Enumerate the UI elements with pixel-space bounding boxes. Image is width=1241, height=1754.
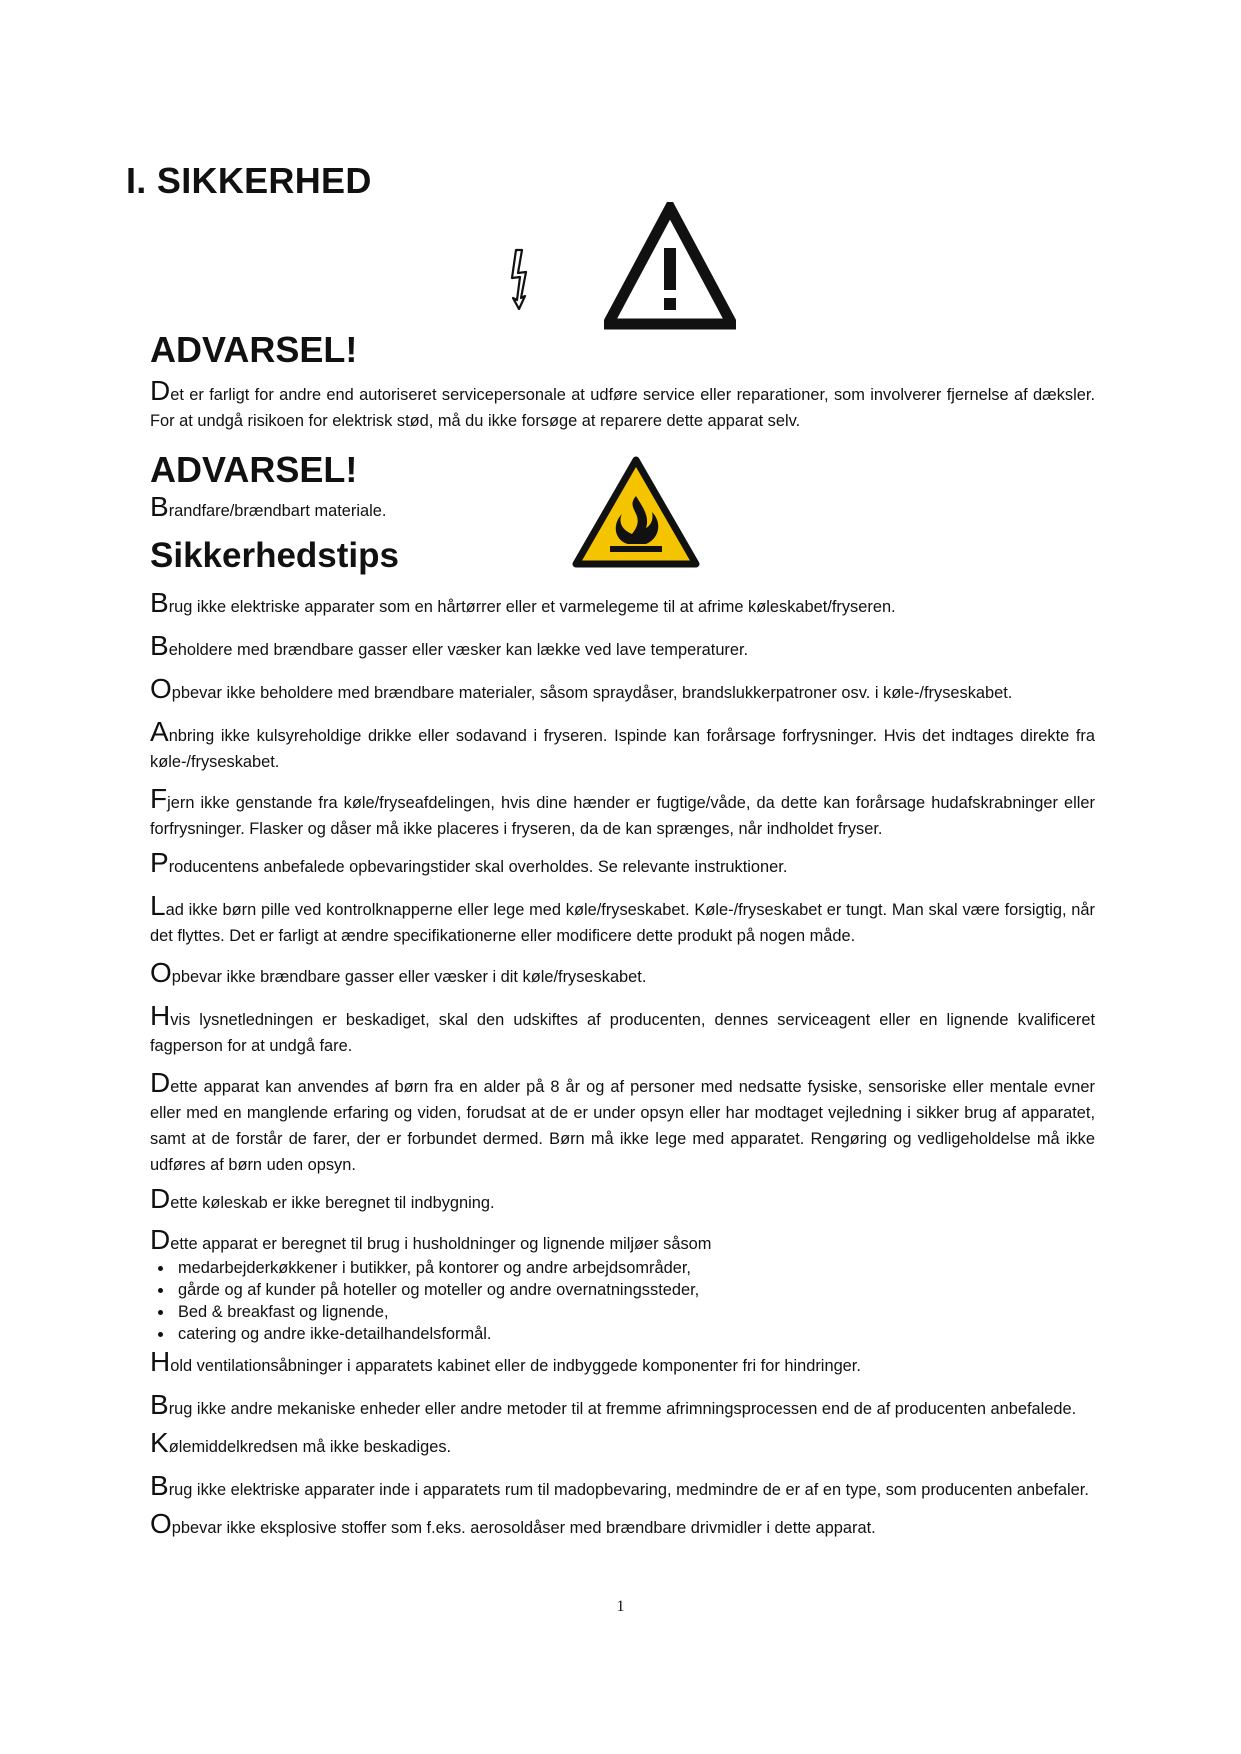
tip-text: eholdere med brændbare gasser eller væsker kan lække ved lave temperaturer. <box>168 641 749 659</box>
drop-cap: A <box>150 716 169 747</box>
tip-paragraph <box>150 1427 1095 1460</box>
drop-cap: B <box>150 1470 169 1501</box>
list-item: • gårde og af kunder på hoteller og moteller og andre overnatningssteder, <box>174 1279 1095 1301</box>
drop-cap: P <box>150 847 169 878</box>
warning-section-1 <box>150 330 1095 434</box>
drop-cap: D <box>150 1183 171 1214</box>
list-item: • medarbejderkøkkener i butikker, på kontorer og andre arbejdsområder, <box>174 1257 1095 1279</box>
warning-heading: ADVARSEL! <box>150 449 358 490</box>
drop-cap: O <box>150 673 172 704</box>
drop-cap: O <box>150 1508 172 1539</box>
tip-text: ette køleskab er ikke beregnet til indbygning. <box>170 1194 495 1212</box>
section-heading: Sikkerhedstips <box>150 536 399 575</box>
hazard-icons <box>500 198 750 338</box>
tip-paragraph <box>150 1470 1095 1503</box>
drop-cap: D <box>150 1224 171 1255</box>
tip-paragraph <box>150 1224 1095 1257</box>
tip-text: nbring ikke kulsyreholdige drikke eller sodavand i fryseren. Ispinde kan forårsage forfrysninger. Hvis det indtages direkte fra køle-/fryseskabet. <box>150 727 1095 771</box>
list-item: • catering og andre ikke-detailhandelsformål. <box>174 1323 1095 1345</box>
tip-text: pbevar ikke beholdere med brændbare materialer, såsom spraydåser, brandslukkerpatroner osv. i køle-/fryseskabet. <box>171 684 1013 702</box>
tip-paragraph <box>150 630 1095 663</box>
tip-text: rug ikke elektriske apparater som en hårtørrer eller et varmelegeme til at afrime køleskabet/fryseren. <box>168 598 896 616</box>
drop-cap: O <box>150 957 172 988</box>
tip-paragraph <box>150 890 1095 949</box>
tip-paragraph <box>150 1346 1095 1379</box>
bullet-list <box>150 1257 1095 1345</box>
tip-text: jern ikke genstande fra køle/fryseafdelingen, hvis dine hænder er fugtige/våde, da dette kan forårsage hudafskrabninger eller forfrysninger. Flasker og dåser må ikke placeres i fryseren, da de kan sprænges, når indholdet fryser. <box>150 794 1095 838</box>
tip-paragraph <box>150 1000 1095 1059</box>
lightning-bolt-icon <box>508 248 534 310</box>
warning-triangle-icon <box>604 202 736 330</box>
tip-paragraph <box>150 957 1095 990</box>
tip-text: roducentens anbefalede opbevaringstider skal overholdes. Se relevante instruktioner. <box>168 858 788 876</box>
warning-heading: ADVARSEL! <box>150 329 358 370</box>
tip-paragraph <box>150 587 1095 620</box>
tip-paragraph <box>150 1508 1095 1541</box>
page-title: I. SIKKERHED <box>126 160 372 201</box>
warning-text-body: et er farligt for andre end autoriseret servicepersonale at udføre service eller reparationer, som involverer fjernelse af dæksler. For at undgå risikoen for elektrisk stød, må du ikke forsøge at reparere dette apparat selv. <box>150 386 1095 430</box>
drop-cap: B <box>150 491 169 522</box>
tip-text: pbevar ikke eksplosive stoffer som f.eks. aerosoldåser med brændbare drivmidler i dette apparat. <box>171 1519 876 1537</box>
drop-cap: H <box>150 1000 171 1031</box>
drop-cap: B <box>150 630 169 661</box>
warning-text <box>150 375 1095 434</box>
tip-text: ette apparat er beregnet til brug i husholdninger og lignende miljøer såsom <box>170 1235 712 1253</box>
drop-cap: F <box>150 783 168 814</box>
drop-cap: D <box>150 1067 171 1098</box>
tip-paragraph <box>150 673 1095 706</box>
drop-cap: H <box>150 1346 171 1377</box>
page-number: 1 <box>616 1598 625 1615</box>
tip-text: rug ikke andre mekaniske enheder eller andre metoder til at fremme afrimningsprocessen end de af producenten anbefalede. <box>168 1400 1077 1418</box>
drop-cap: B <box>150 587 169 618</box>
tip-text: vis lysnetledningen er beskadiget, skal den udskiftes af producenten, dennes serviceagent eller en lignende kvalificeret fagperson for at undgå fare. <box>150 1011 1095 1055</box>
tip-paragraph <box>150 1389 1095 1422</box>
tip-text: old ventilationsåbninger i apparatets kabinet eller de indbyggede komponenter fri for hindringer. <box>170 1357 861 1375</box>
warning-text-body: randfare/brændbart materiale. <box>168 502 387 520</box>
drop-cap: B <box>150 1389 169 1420</box>
safety-tips-section <box>150 536 1095 1541</box>
drop-cap: L <box>150 890 166 921</box>
tip-text: pbevar ikke brændbare gasser eller væsker i dit køle/fryseskabet. <box>171 968 647 986</box>
tip-text: rug ikke elektriske apparater inde i apparatets rum til madopbevaring, medmindre de er af en type, som producenten anbefaler. <box>168 1481 1089 1499</box>
tip-paragraph <box>150 847 1095 880</box>
tip-text: ad ikke børn pille ved kontrolknapperne eller lege med køle/fryseskabet. Køle-/fryseskabet er tungt. Man skal være forsigtig, når det flyttes. Det er farligt at ændre specifikationerne eller modificere dette produkt på nogen måde. <box>150 901 1095 945</box>
tip-text: ølemiddelkredsen må ikke beskadiges. <box>168 1438 452 1456</box>
drop-cap: K <box>150 1427 169 1458</box>
tip-paragraph <box>150 1183 1095 1216</box>
drop-cap: D <box>150 375 171 406</box>
tip-text: ette apparat kan anvendes af børn fra en alder på 8 år og af personer med nedsatte fysiske, sensoriske eller mentale evner eller med en manglende erfaring og viden, forudsat at de er under opsyn eller har modtaget vejledning i sikker brug af apparatet, samt at de forstår de farer, der er forbundet dermed. Børn må ikke lege med apparatet. Rengøring og vedligeholdelse må ikke udføres af børn uden opsyn. <box>150 1078 1095 1174</box>
tip-paragraph <box>150 783 1095 842</box>
tip-paragraph <box>150 1067 1095 1178</box>
tip-paragraph <box>150 716 1095 775</box>
list-item: • Bed & breakfast og lignende, <box>174 1301 1095 1323</box>
